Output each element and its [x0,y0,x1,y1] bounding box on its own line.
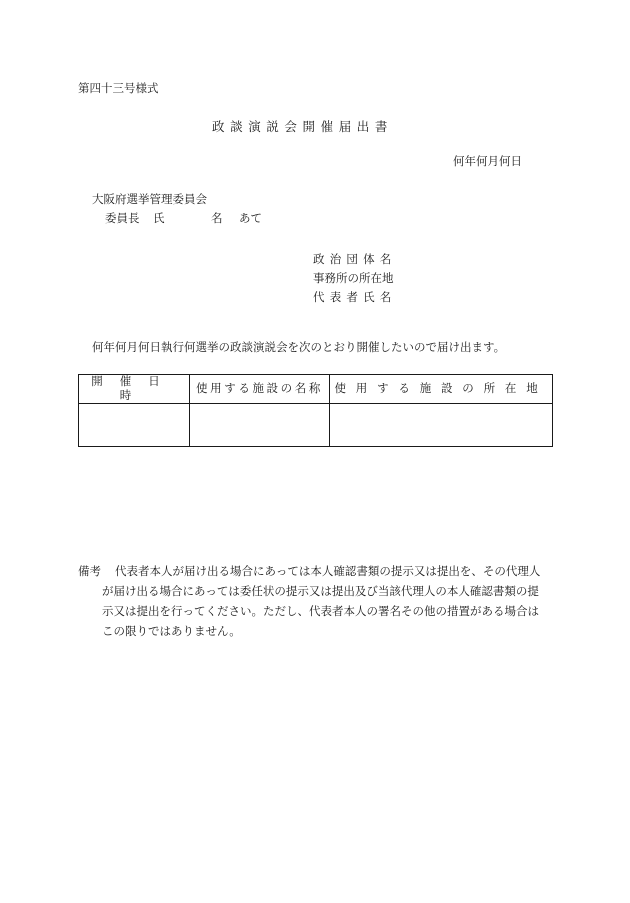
header-facility-name: 使用する施設の名称 [190,375,330,404]
header-datetime: 開催日時 [79,375,190,404]
cell-facility-name[interactable] [190,403,330,446]
form-number: 第四十三号様式 [78,81,159,95]
sender-block [313,250,397,307]
remarks-line: が届け出る場合にあっては委任状の提示又は提出及び当該代理人の本人確認書類の提 [102,584,539,598]
filing-date: 何年何月何日 [453,154,522,168]
addressee-suffix: あて [239,211,262,225]
office-address: 事務所の所在地 [313,271,394,285]
cell-facility-address[interactable] [330,403,553,446]
remarks-line: 代表者本人が届け出る場合にあっては本人確認書類の提示又は提出を、その代理人 [115,564,541,578]
addressee-role: 委員長 [105,211,140,225]
addressee-name: 名 [211,211,223,225]
table-header-row [79,375,553,404]
remarks-line: 示又は提出を行ってください。ただし、代表者本人の署名その他の措置がある場合は [102,604,539,618]
meeting-schedule-table [78,374,553,447]
representative-name: 代表者氏名 [313,290,397,304]
page-title: 政談演説会開催届出書 [212,119,394,134]
remarks-label: 備考 [78,564,101,578]
political-organization-name: 政治団体名 [313,252,397,266]
remarks-line: この限りではありません。 [102,624,241,638]
table-row [79,403,553,446]
addressee-committee: 大阪府選挙管理委員会 [92,192,207,206]
notification-statement: 何年何月何日執行何選挙の政談演説会を次のとおり開催したいので届け出ます。 [92,340,506,354]
addressee-line [105,212,262,226]
header-facility-address: 使用する施設の所在地 [330,375,553,404]
cell-datetime[interactable] [79,403,190,446]
addressee-honorific: 氏 [153,211,165,225]
